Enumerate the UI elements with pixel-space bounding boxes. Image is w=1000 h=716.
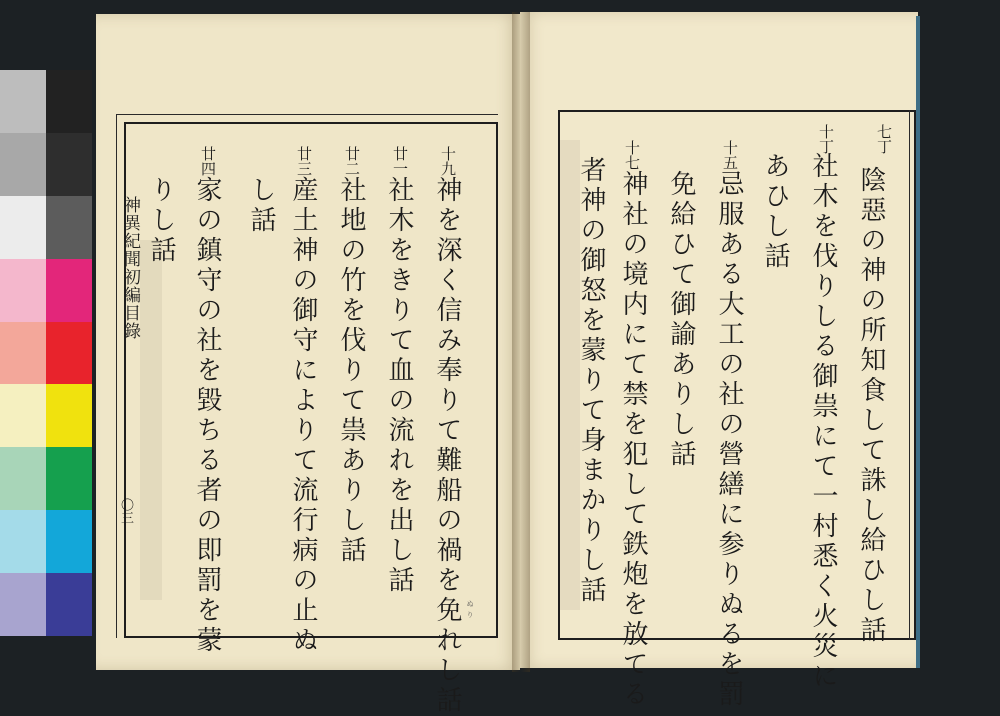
color-chip <box>46 384 92 447</box>
color-chip <box>0 384 46 447</box>
color-chip <box>0 259 46 322</box>
furigana: ぬり <box>466 600 474 622</box>
color-chip <box>0 196 46 259</box>
entry-text: 社木をきりて血の流れを出し話 <box>384 176 414 596</box>
entry-text: 社地の竹を伐りて祟ありし話 <box>336 176 366 566</box>
entry-text: 陰惡の神の所知食して誅し給ひし話 <box>856 166 886 646</box>
entry-number: 七丁 <box>875 124 893 154</box>
entry-number: 十丁 <box>817 124 835 154</box>
book-spine <box>512 12 530 672</box>
color-chip <box>46 510 92 573</box>
page-edge <box>916 16 920 668</box>
entry-number: 廿三 <box>295 146 313 176</box>
entry-text: 産土神の御守によりて流行病の止ぬ <box>288 176 318 656</box>
entry-text: りし話 <box>146 176 176 266</box>
entry-text: 免給ひて御諭ありし話 <box>666 170 696 470</box>
color-chip <box>0 322 46 385</box>
entry-text: 神社の境内にて禁を犯して鉄炮を放てる <box>618 170 648 710</box>
entry-text: 忌服ある大工の社の營繕に参りぬるを罰 <box>714 170 744 710</box>
color-chip <box>46 573 92 636</box>
entry-number: 廿二 <box>343 146 361 176</box>
color-chip <box>0 70 46 133</box>
entry-text: 神を深く信み奉りて難船の禍を免れし話 <box>432 176 462 716</box>
entry-number: 十七 <box>623 140 641 170</box>
bleed-through <box>140 240 162 600</box>
entry-text: 者神の御怒を蒙りて身まかりし話 <box>576 156 606 606</box>
color-chip <box>0 133 46 196</box>
entry-text: あひし話 <box>760 152 790 272</box>
color-calibration-chart <box>0 70 92 636</box>
margin-page-number: 〇三 <box>118 498 133 524</box>
entry-number: 廿一 <box>391 146 409 176</box>
color-chip <box>46 133 92 196</box>
entry-text: 家の鎮守の社を毀ちる者の即罰を蒙 <box>192 176 222 656</box>
color-chip <box>46 70 92 133</box>
color-chip <box>46 322 92 385</box>
color-chip <box>0 573 46 636</box>
entry-text: し話 <box>246 176 276 236</box>
color-chip <box>46 447 92 510</box>
color-chip <box>0 510 46 573</box>
entry-number: 廿四 <box>199 146 217 176</box>
entry-number: 十五 <box>721 140 739 170</box>
margin-title: 神異紀聞初編目錄 <box>120 196 140 340</box>
color-chip <box>46 196 92 259</box>
color-chip <box>0 447 46 510</box>
entry-text: 社木を伐りしる御祟にて一村悉く火災に <box>808 152 838 692</box>
color-chip <box>46 259 92 322</box>
entry-number: 十九 <box>439 146 457 176</box>
